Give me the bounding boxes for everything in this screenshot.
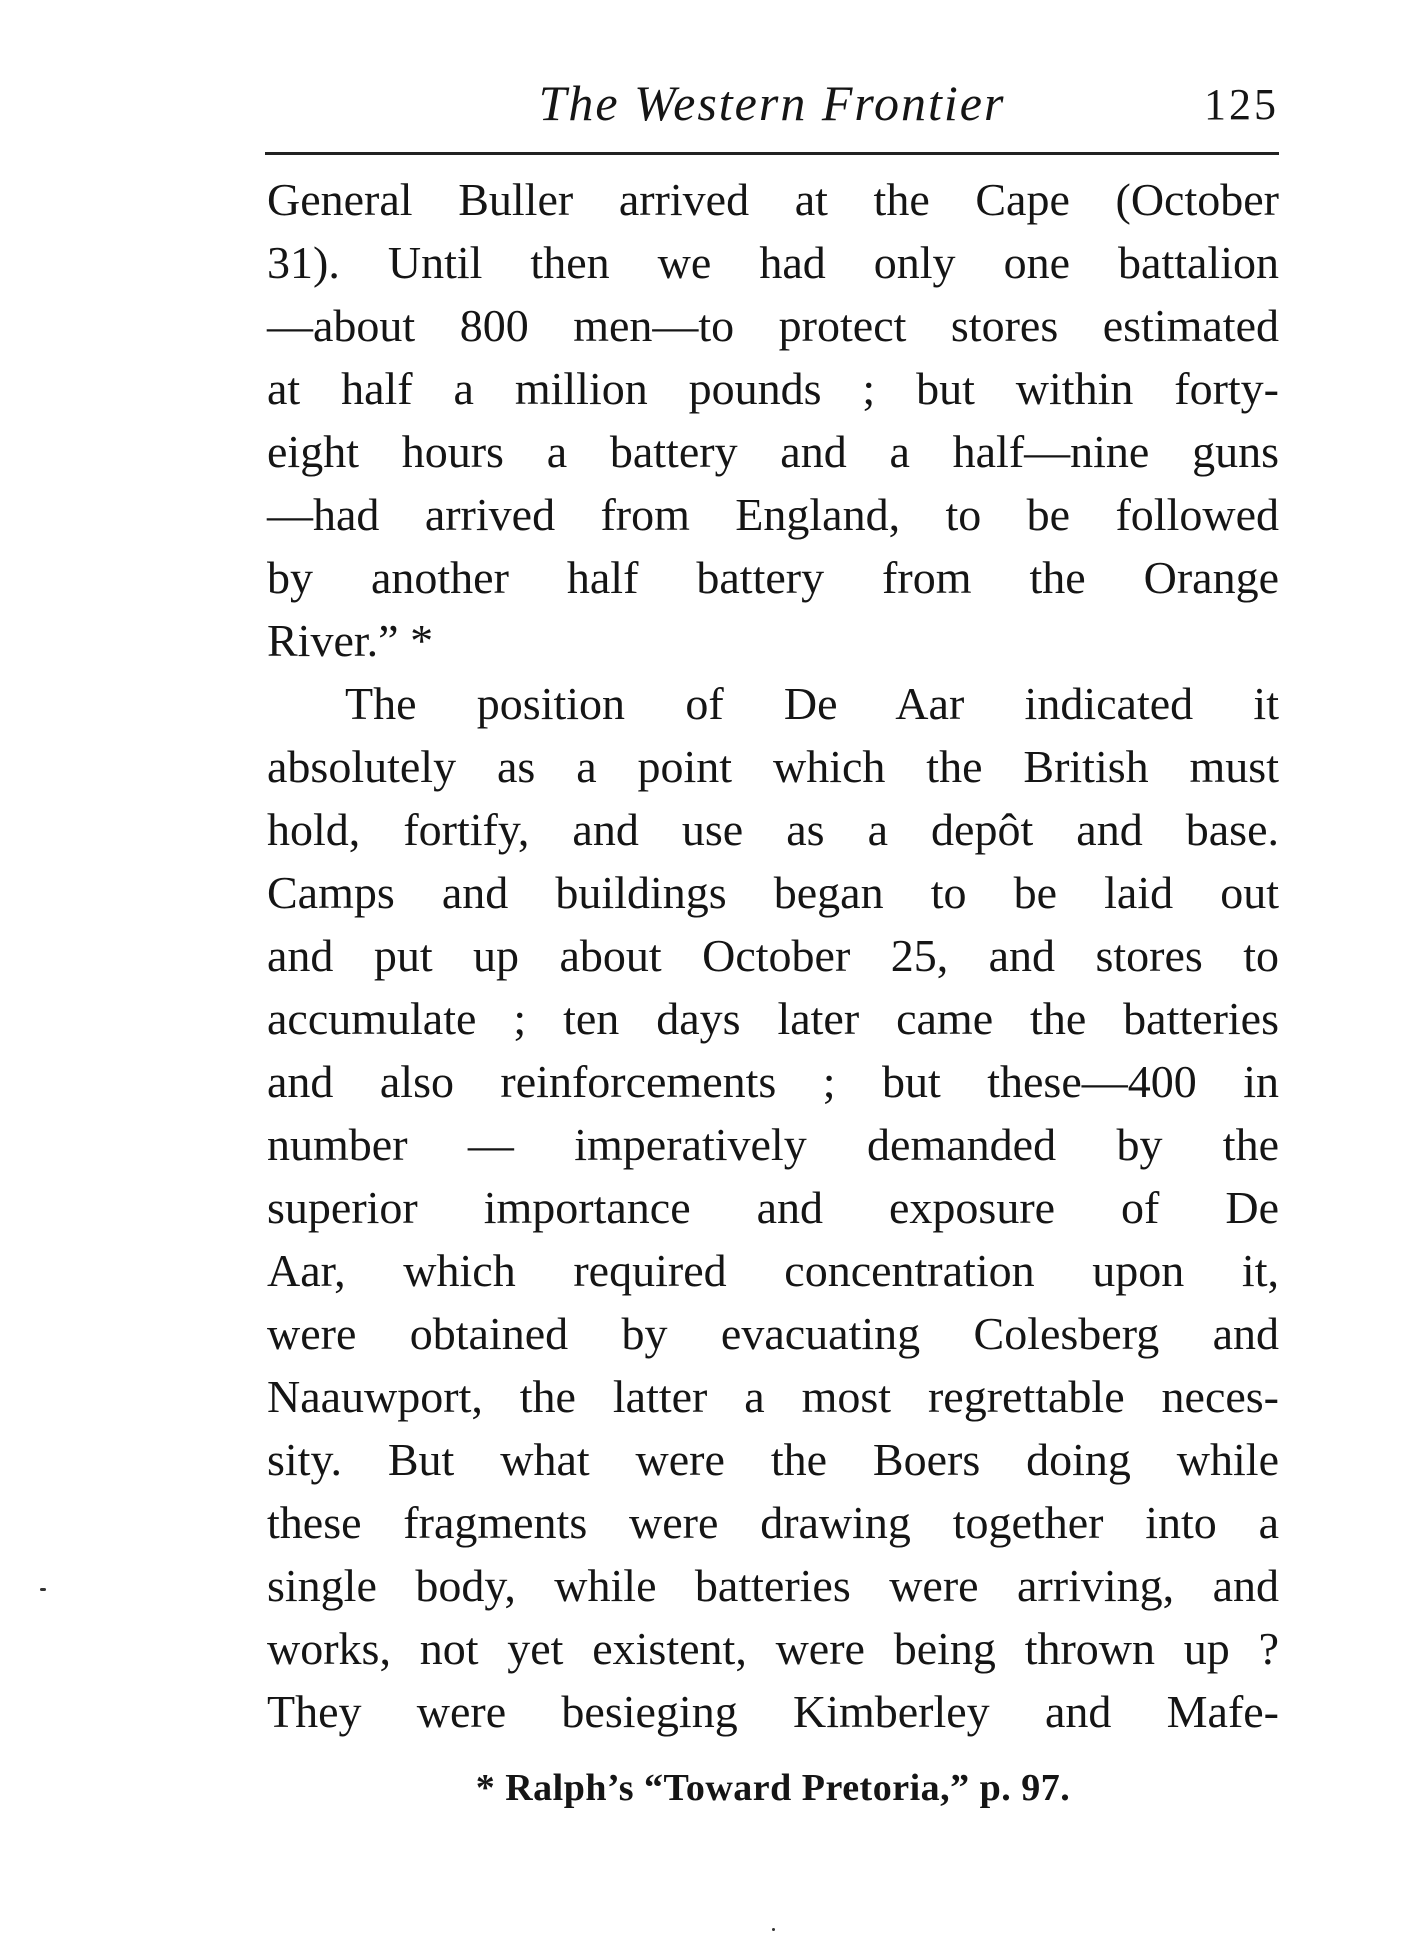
scan-speck bbox=[40, 1588, 46, 1591]
text-line: eight hours a battery and a half—nine guns bbox=[267, 426, 1279, 477]
body-text bbox=[267, 168, 1279, 1743]
text-line: Camps and buildings began to be laid out bbox=[267, 867, 1279, 918]
text-line: River.” * bbox=[267, 615, 434, 666]
text-line: single body, while batteries were arriving, and bbox=[267, 1560, 1279, 1611]
text-line: by another half battery from the Orange bbox=[267, 552, 1279, 603]
text-line: Aar, which required concentration upon it, bbox=[267, 1245, 1279, 1296]
text-line: Naauwport, the latter a most regrettable neces- bbox=[267, 1371, 1279, 1422]
text-line: number — imperatively demanded by the bbox=[267, 1119, 1279, 1170]
text-line: and also reinforcements ; but these—400 in bbox=[267, 1056, 1279, 1107]
text-line: these fragments were drawing together into a bbox=[267, 1497, 1279, 1548]
footnote: * Ralph’s “Toward Pretoria,” p. 97. bbox=[475, 1767, 1071, 1809]
running-head bbox=[265, 68, 1279, 138]
text-line: works, not yet existent, were being thrown up ? bbox=[267, 1623, 1279, 1674]
text-line: were obtained by evacuating Colesberg and bbox=[267, 1308, 1279, 1359]
text-line: —had arrived from England, to be followed bbox=[267, 489, 1279, 540]
page-number: 125 bbox=[1204, 80, 1279, 129]
text-line: sity. But what were the Boers doing while bbox=[267, 1434, 1279, 1485]
text-line: hold, fortify, and use as a depôt and base. bbox=[267, 804, 1279, 855]
text-line: absolutely as a point which the British must bbox=[267, 741, 1279, 792]
text-line: superior importance and exposure of De bbox=[267, 1182, 1279, 1233]
paragraph-start-line: The position of De Aar indicated it bbox=[345, 678, 1279, 729]
text-line: accumulate ; ten days later came the batteries bbox=[267, 993, 1279, 1044]
text-line: and put up about October 25, and stores to bbox=[267, 930, 1279, 981]
text-line: General Buller arrived at the Cape (October bbox=[267, 174, 1279, 225]
scan-speck bbox=[772, 1928, 775, 1931]
text-line: They were besieging Kimberley and Mafe- bbox=[267, 1686, 1279, 1737]
running-title: The Western Frontier bbox=[538, 75, 1006, 131]
header-rule bbox=[265, 152, 1279, 155]
text-line: 31). Until then we had only one battalion bbox=[267, 237, 1279, 288]
text-line: at half a million pounds ; but within forty- bbox=[267, 363, 1279, 414]
text-line: —about 800 men—to protect stores estimated bbox=[267, 300, 1279, 351]
